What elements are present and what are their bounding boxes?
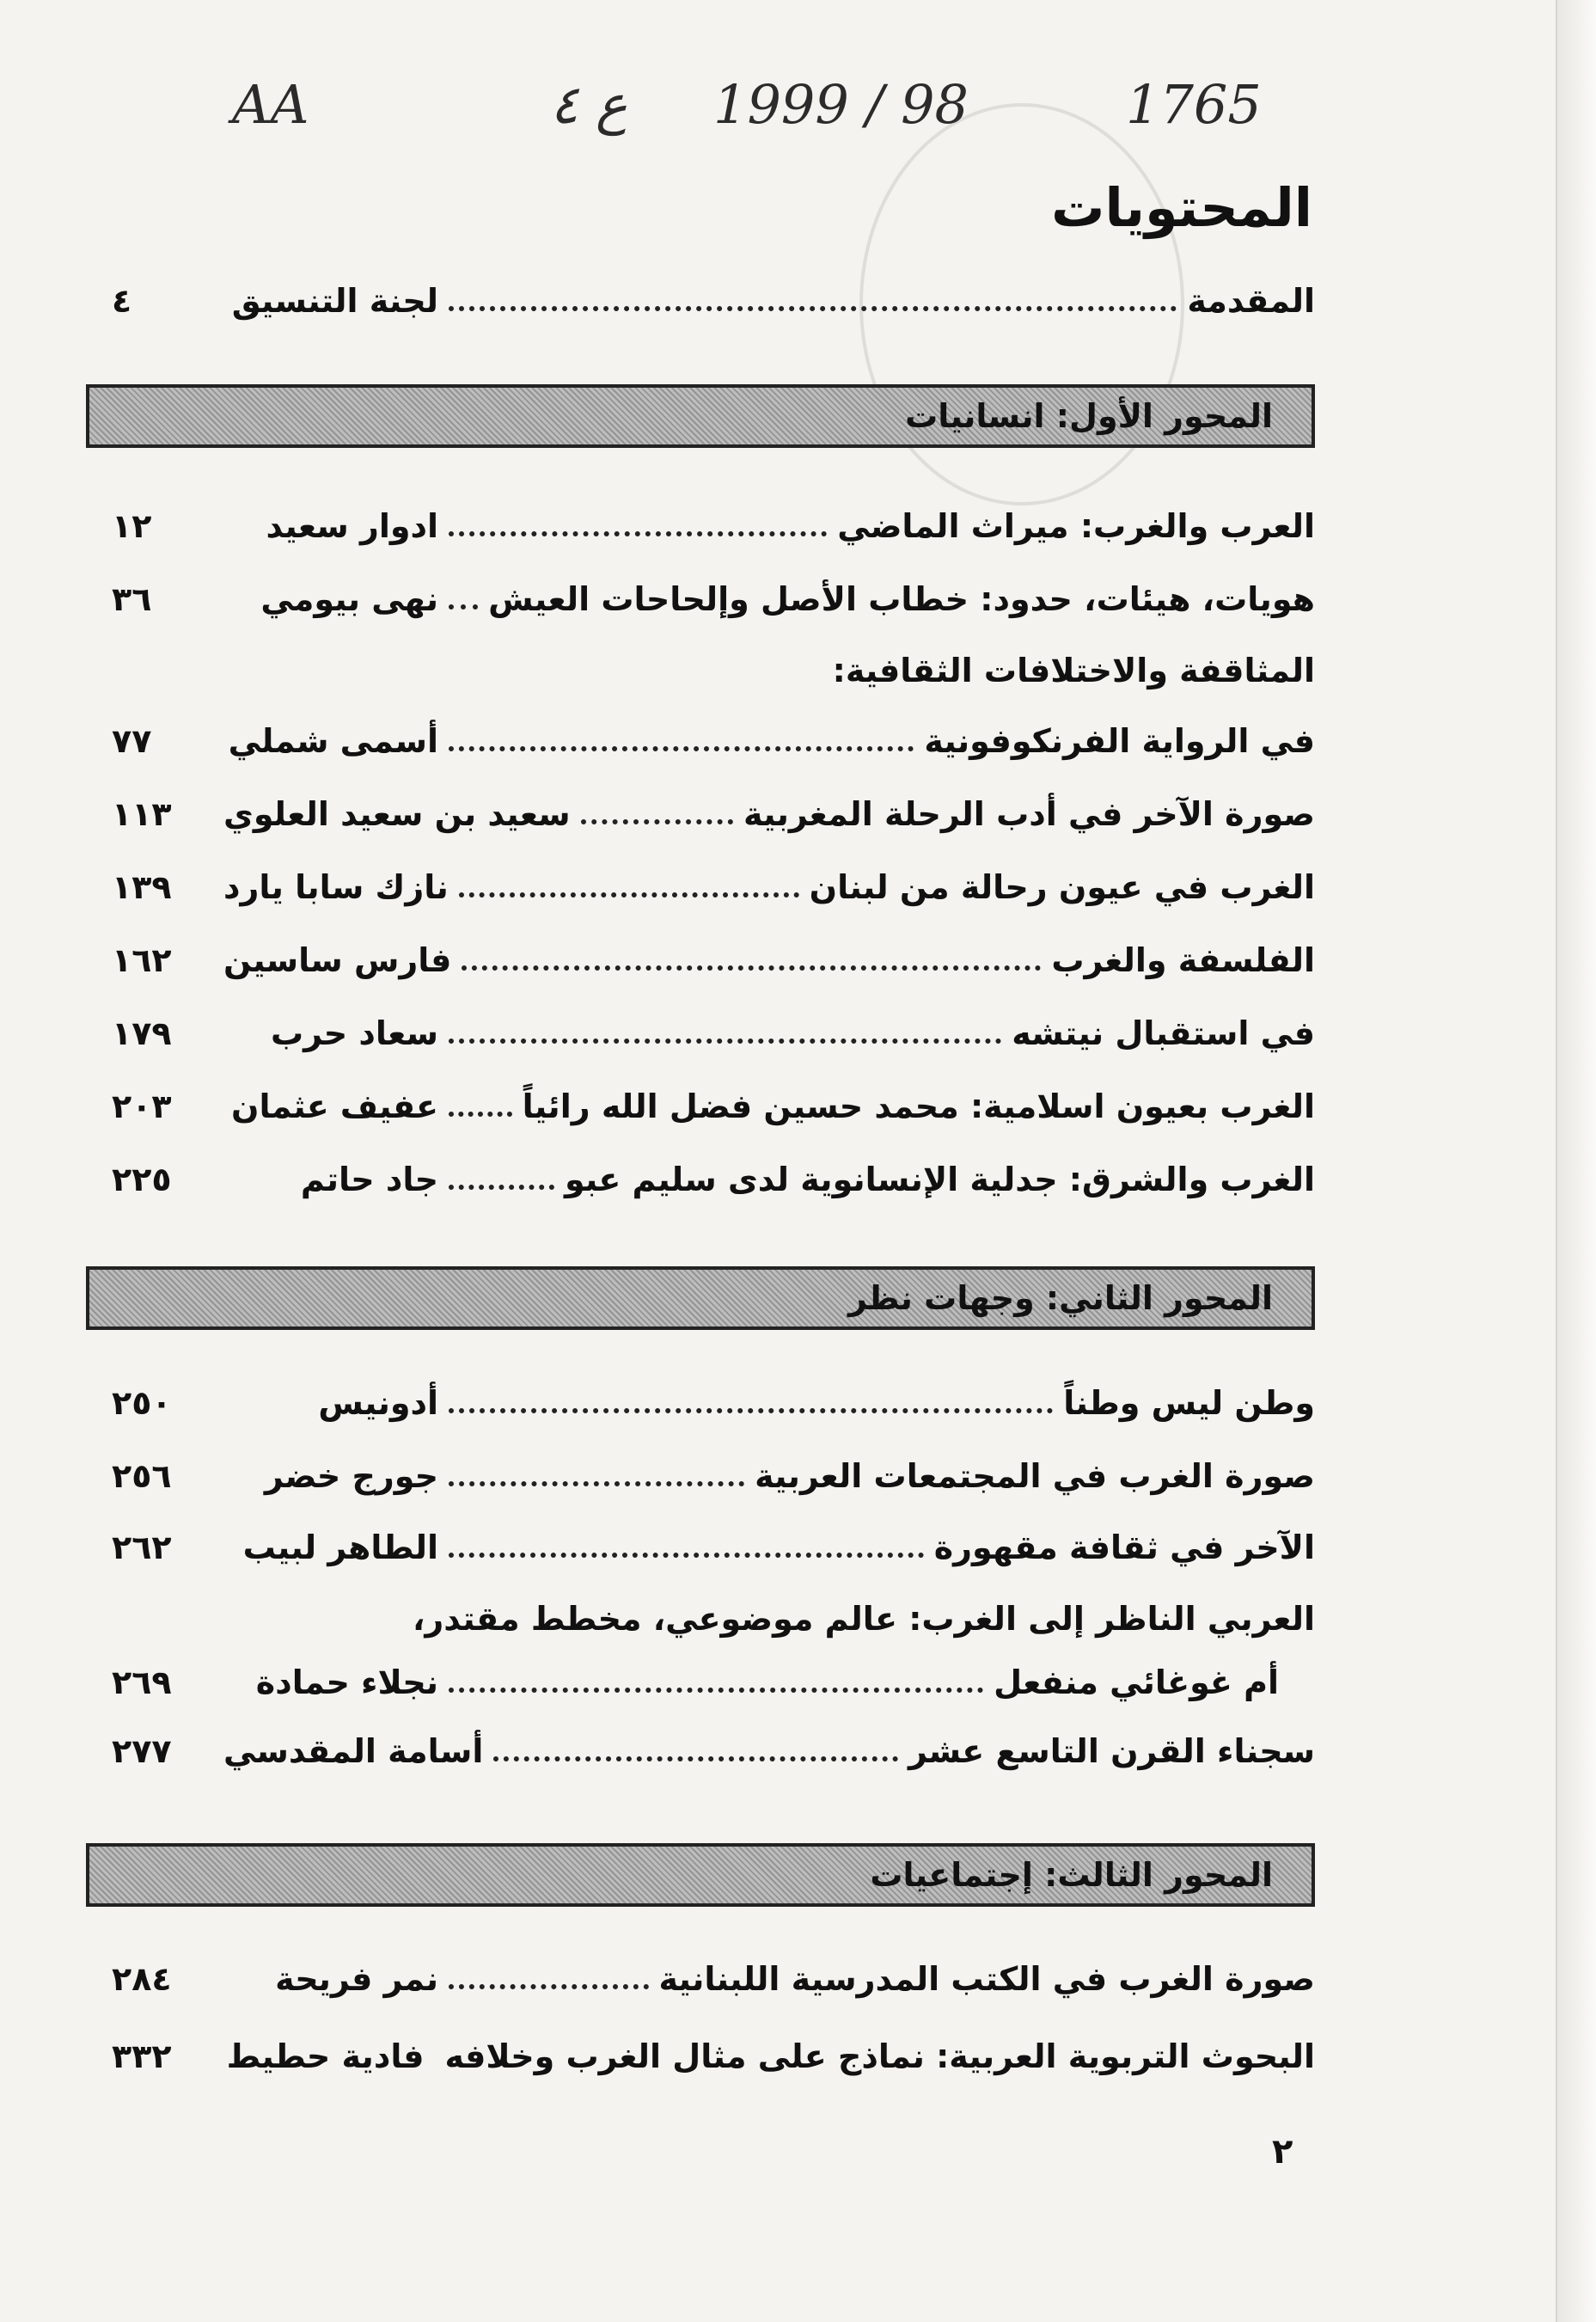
toc-row xyxy=(112,1373,1315,1433)
toc-leader-dots xyxy=(449,1481,744,1486)
toc-subheading: المثاقفة والاختلافات الثقافية: xyxy=(832,652,1315,689)
toc-entry-page: ٢٦٩ xyxy=(112,1663,172,1701)
section-heading-1 xyxy=(86,384,1315,448)
section-heading-label: المحور الأول: انسانيات xyxy=(905,397,1273,435)
toc-row xyxy=(112,711,1315,771)
section-heading-label: المحور الثاني: وجهات نظر xyxy=(848,1279,1273,1317)
toc-entry-page: ٢٨٤ xyxy=(112,1960,172,1998)
toc-row xyxy=(112,784,1315,844)
toc-entry-title: صورة الغرب في الكتب المدرسية اللبنانية xyxy=(658,1960,1315,1998)
toc-leader-dots xyxy=(449,1553,924,1558)
section-heading-3 xyxy=(86,1843,1315,1907)
toc-entry-page: ١١٣ xyxy=(112,795,172,833)
toc-leader-dots xyxy=(462,965,1041,971)
toc-entry-title: صورة الغرب في المجتمعات العربية xyxy=(755,1457,1315,1495)
toc-entry-title: البحوث التربوية العربية: نماذج على مثال الغرب وخلافه xyxy=(444,2037,1315,2075)
toc-entry-title: العرب والغرب: ميراث الماضي xyxy=(837,507,1315,545)
toc-entry-page: ١٣٩ xyxy=(112,868,172,906)
section-heading-2 xyxy=(86,1266,1315,1330)
toc-entry-page: ٢٠٣ xyxy=(112,1087,172,1125)
toc-leader-dots xyxy=(581,819,733,824)
toc-entry-title: المقدمة xyxy=(1187,282,1315,320)
toc-entry-page: ٧٧ xyxy=(112,722,152,760)
toc-entry-title: سجناء القرن التاسع عشر xyxy=(908,1732,1315,1770)
toc-leader-dots xyxy=(493,1756,898,1761)
toc-entry-page: ٢٥٦ xyxy=(112,1457,172,1495)
toc-entry-author: أسامة المقدسي xyxy=(223,1732,484,1770)
toc-row-intro xyxy=(112,271,1315,331)
toc-leader-dots xyxy=(449,1984,649,1989)
page-number: ٢ xyxy=(1272,2132,1293,2172)
toc-entry-title: في استقبال نيتشه xyxy=(1012,1014,1315,1052)
toc-row xyxy=(112,1517,1315,1578)
toc-entry-page: ١٧٩ xyxy=(112,1014,172,1052)
toc-leader-dots xyxy=(449,1688,983,1693)
toc-entry-author: سعيد بن سعيد العلوي xyxy=(223,795,571,833)
toc-row-continuation xyxy=(112,1652,1315,1712)
toc-entry-author: ادوار سعيد xyxy=(266,507,438,545)
toc-entry-page: ٣٦ xyxy=(112,580,152,618)
toc-entry-author: جاد حاتم xyxy=(300,1161,438,1198)
toc-entry-author: جورج خضر xyxy=(264,1457,438,1495)
toc-entry-author: نجلاء حمادة xyxy=(255,1663,438,1701)
toc-leader-dots xyxy=(449,1408,1053,1413)
toc-entry-title: هويات، هيئات، حدود: خطاب الأصل وإلحاحات العيش xyxy=(488,580,1315,618)
toc-entry-page: ٢٦٢ xyxy=(112,1529,172,1566)
toc-entry-author: عفيف عثمان xyxy=(231,1087,438,1125)
toc-row xyxy=(112,857,1315,917)
toc-entry-author: لجنة التنسيق xyxy=(231,282,438,320)
handwritten-notes xyxy=(232,73,1341,150)
toc-entry-page: ١٦٢ xyxy=(112,941,172,979)
toc-entry-title: الغرب في عيون رحالة من لبنان xyxy=(809,868,1315,906)
toc-entry-title: الفلسفة والغرب xyxy=(1051,941,1315,979)
toc-leader-dots xyxy=(449,306,1177,311)
toc-row xyxy=(112,496,1315,556)
page-title: المحتويات xyxy=(1051,176,1312,239)
handwritten-note-left: AA xyxy=(232,73,309,136)
toc-entry-author: فارس ساسين xyxy=(223,941,452,979)
toc-leader-dots xyxy=(459,892,799,898)
toc-entry-author: نمر فريحة xyxy=(275,1960,438,1998)
toc-entry-page: ٤ xyxy=(112,282,132,320)
toc-leader-dots xyxy=(449,604,478,610)
toc-entry-page: ١٢ xyxy=(112,507,152,545)
toc-row xyxy=(112,1446,1315,1506)
page-edge xyxy=(1556,0,1596,2322)
toc-leader-dots xyxy=(449,1112,512,1117)
handwritten-note-middle-b: 1999 / 98 xyxy=(713,73,969,136)
toc-entry-page: ٣٣٢ xyxy=(112,2037,172,2075)
toc-entry-author: نازك سابا يارد xyxy=(223,868,449,906)
toc-subheading: العربي الناظر إلى الغرب: عالم موضوعي، مخطط مقتدر، xyxy=(412,1600,1315,1638)
toc-entry-author: فادية حطيط xyxy=(226,2037,425,2075)
toc-entry-author: الطاهر لبيب xyxy=(242,1529,438,1566)
toc-entry-author: أسمى شملي xyxy=(228,722,438,760)
toc-row xyxy=(112,1949,1315,2009)
toc-entry-title: الآخر في ثقافة مقهورة xyxy=(933,1529,1315,1566)
toc-row xyxy=(112,1149,1315,1210)
toc-entry-title: الغرب بعيون اسلامية: محمد حسين فضل الله رائياً xyxy=(522,1087,1315,1125)
toc-row xyxy=(112,2026,1315,2086)
toc-entry-title: الغرب والشرق: جدلية الإنسانوية لدى سليم عبو xyxy=(565,1161,1315,1198)
toc-entry-title: وطن ليس وطناً xyxy=(1063,1384,1315,1422)
toc-leader-dots xyxy=(449,1185,554,1190)
toc-leader-dots xyxy=(449,531,827,536)
toc-entry-title: في الرواية الفرنكوفونية xyxy=(924,722,1315,760)
toc-row xyxy=(112,930,1315,990)
toc-entry-author: نهى بيومي xyxy=(260,580,438,618)
toc-row xyxy=(112,1076,1315,1136)
toc-leader-dots xyxy=(449,746,914,751)
toc-entry-title: أم غوغائي منفعل xyxy=(994,1663,1279,1701)
toc-row xyxy=(112,1003,1315,1063)
toc-entry-author: سعاد حرب xyxy=(270,1014,438,1052)
toc-entry-page: ٢٢٥ xyxy=(112,1161,172,1198)
toc-row xyxy=(112,1721,1315,1781)
section-heading-label: المحور الثالث: إجتماعيات xyxy=(870,1856,1273,1894)
toc-entry-author: أدونيس xyxy=(318,1384,438,1422)
toc-leader-dots xyxy=(449,1038,1001,1044)
toc-row xyxy=(112,569,1315,629)
handwritten-note-middle-a: ع ٤ xyxy=(550,73,628,136)
toc-entry-page: ٢٥٠ xyxy=(112,1384,172,1422)
toc-entry-page: ٢٧٧ xyxy=(112,1732,172,1770)
toc-entry-title: صورة الآخر في أدب الرحلة المغربية xyxy=(743,795,1315,833)
handwritten-note-right: 1765 xyxy=(1126,73,1262,136)
